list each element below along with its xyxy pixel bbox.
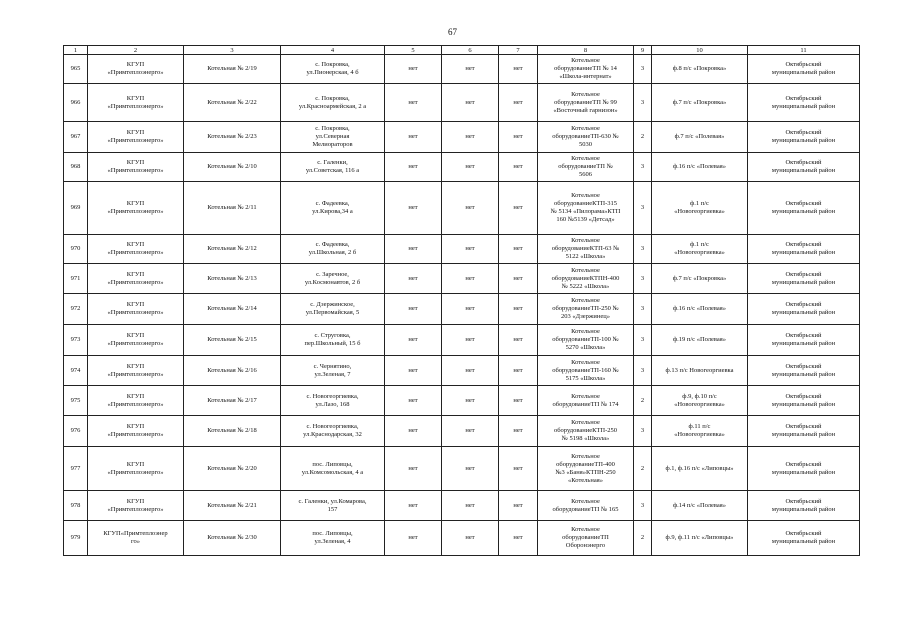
cell-category: 3	[634, 153, 652, 182]
header-cell-11: 11	[748, 46, 860, 55]
cell-col-6: нет	[442, 325, 499, 356]
cell-col-7: нет	[499, 235, 538, 264]
cell-col-6: нет	[442, 294, 499, 325]
cell-col-6: нет	[442, 122, 499, 153]
cell-row-number: 971	[64, 264, 88, 294]
header-cell-2: 2	[88, 46, 184, 55]
cell-col-5: нет	[385, 264, 442, 294]
cell-col-5: нет	[385, 182, 442, 235]
cell-address: пос. Липовцы, ул.Зеленая, 4	[281, 521, 385, 556]
cell-equipment: Котельное оборудованиеТП № 165	[538, 491, 634, 521]
cell-row-number: 979	[64, 521, 88, 556]
cell-address: с. Покровка, ул.Красноармейская, 2 а	[281, 84, 385, 122]
cell-category: 3	[634, 182, 652, 235]
cell-category: 3	[634, 416, 652, 447]
cell-district: Октябрьский муниципальный район	[748, 416, 860, 447]
cell-row-number: 975	[64, 386, 88, 416]
cell-address: с. Чернятино, ул.Зеленая, 7	[281, 356, 385, 386]
cell-col-6: нет	[442, 153, 499, 182]
table-body	[64, 46, 860, 556]
table-row	[64, 356, 860, 386]
cell-col-7: нет	[499, 356, 538, 386]
cell-boiler-name: Котельная № 2/15	[184, 325, 281, 356]
cell-equipment: Котельное оборудованиеТП-100 № 5270 «Школа»	[538, 325, 634, 356]
cell-col-7: нет	[499, 447, 538, 491]
table-row	[64, 153, 860, 182]
cell-col-6: нет	[442, 416, 499, 447]
cell-category: 2	[634, 447, 652, 491]
cell-row-number: 976	[64, 416, 88, 447]
cell-district: Октябрьский муниципальный район	[748, 55, 860, 84]
cell-col-6: нет	[442, 235, 499, 264]
table-row	[64, 84, 860, 122]
cell-equipment: Котельное оборудованиеТП № 14 «Школа-интернат»	[538, 55, 634, 84]
cell-address: пос. Липовцы, ул.Комсомольская, 4 а	[281, 447, 385, 491]
cell-category: 2	[634, 521, 652, 556]
cell-equipment: Котельное оборудованиеТП № 174	[538, 386, 634, 416]
cell-feeder: ф.16 п/с «Полевая»	[652, 153, 748, 182]
cell-district: Октябрьский муниципальный район	[748, 325, 860, 356]
cell-col-5: нет	[385, 235, 442, 264]
cell-col-5: нет	[385, 356, 442, 386]
cell-operator: КГУП «Примтеплоэнерго»	[88, 153, 184, 182]
registry-table	[63, 45, 860, 556]
cell-address: с. Заречное, ул.Космонавтов, 2 б	[281, 264, 385, 294]
cell-feeder: ф.7 п/с «Покровка»	[652, 264, 748, 294]
cell-row-number: 973	[64, 325, 88, 356]
table-row	[64, 235, 860, 264]
cell-equipment: Котельное оборудованиеТП-160 № 5175 «Школа»	[538, 356, 634, 386]
cell-row-number: 968	[64, 153, 88, 182]
cell-boiler-name: Котельная № 2/12	[184, 235, 281, 264]
cell-feeder: ф.7 п/с «Покровка»	[652, 84, 748, 122]
cell-address: с. Фадеевка, ул.Школьная, 2 б	[281, 235, 385, 264]
cell-boiler-name: Котельная № 2/19	[184, 55, 281, 84]
cell-col-7: нет	[499, 264, 538, 294]
table-row	[64, 447, 860, 491]
cell-feeder: ф.19 п/с «Полевая»	[652, 325, 748, 356]
cell-col-5: нет	[385, 447, 442, 491]
cell-feeder: ф.9, ф.10 п/с «Новогеоргиевка»	[652, 386, 748, 416]
cell-district: Октябрьский муниципальный район	[748, 122, 860, 153]
cell-row-number: 970	[64, 235, 88, 264]
table-row	[64, 491, 860, 521]
cell-operator: КГУП «Примтеплоэнерго»	[88, 491, 184, 521]
cell-equipment: Котельное оборудованиеТП-630 № 5030	[538, 122, 634, 153]
cell-category: 3	[634, 235, 652, 264]
cell-equipment: Котельное оборудованиеКТП-250 № 5198 «Школа»	[538, 416, 634, 447]
page-number: 67	[448, 27, 457, 37]
cell-row-number: 977	[64, 447, 88, 491]
cell-boiler-name: Котельная № 2/17	[184, 386, 281, 416]
cell-col-5: нет	[385, 84, 442, 122]
cell-col-7: нет	[499, 182, 538, 235]
cell-col-7: нет	[499, 122, 538, 153]
cell-equipment: Котельное оборудованиеТП Оборонэнерго	[538, 521, 634, 556]
cell-operator: КГУП «Примтеплоэнерго»	[88, 294, 184, 325]
cell-col-5: нет	[385, 294, 442, 325]
table-row	[64, 416, 860, 447]
cell-boiler-name: Котельная № 2/11	[184, 182, 281, 235]
cell-boiler-name: Котельная № 2/23	[184, 122, 281, 153]
cell-feeder: ф.14 п/с «Полевая»	[652, 491, 748, 521]
cell-feeder: ф.8 п/с «Покровка»	[652, 55, 748, 84]
table-row	[64, 521, 860, 556]
cell-col-5: нет	[385, 416, 442, 447]
cell-address: с. Галенки, ул.Комарова, 157	[281, 491, 385, 521]
cell-category: 3	[634, 264, 652, 294]
cell-equipment: Котельное оборудованиеКТП-63 № 5122 «Школа»	[538, 235, 634, 264]
cell-boiler-name: Котельная № 2/22	[184, 84, 281, 122]
cell-row-number: 972	[64, 294, 88, 325]
cell-category: 3	[634, 55, 652, 84]
cell-address: с. Новогеоргиевка, ул.Краснодарская, 32	[281, 416, 385, 447]
cell-boiler-name: Котельная № 2/10	[184, 153, 281, 182]
cell-district: Октябрьский муниципальный район	[748, 447, 860, 491]
cell-operator: КГУП «Примтеплоэнерго»	[88, 264, 184, 294]
table-row	[64, 264, 860, 294]
cell-category: 2	[634, 122, 652, 153]
cell-col-6: нет	[442, 55, 499, 84]
cell-col-5: нет	[385, 521, 442, 556]
cell-col-7: нет	[499, 521, 538, 556]
header-row	[64, 46, 860, 55]
header-cell-9: 9	[634, 46, 652, 55]
cell-feeder: ф.7 п/с «Полевая»	[652, 122, 748, 153]
cell-address: с. Фадеевка, ул.Кирова,34 а	[281, 182, 385, 235]
cell-equipment: Котельное оборудованиеКТПН-400 № 5222 «Школа»	[538, 264, 634, 294]
header-cell-5: 5	[385, 46, 442, 55]
cell-col-7: нет	[499, 84, 538, 122]
cell-operator: КГУП «Примтеплоэнерго»	[88, 55, 184, 84]
cell-col-5: нет	[385, 325, 442, 356]
cell-district: Октябрьский муниципальный район	[748, 235, 860, 264]
cell-district: Октябрьский муниципальный район	[748, 386, 860, 416]
cell-district: Октябрьский муниципальный район	[748, 491, 860, 521]
cell-address: с. Галенки, ул.Советская, 116 а	[281, 153, 385, 182]
cell-operator: КГУП «Примтеплоэнерго»	[88, 235, 184, 264]
cell-boiler-name: Котельная № 2/16	[184, 356, 281, 386]
cell-operator: КГУП «Примтеплоэнерго»	[88, 356, 184, 386]
cell-boiler-name: Котельная № 2/14	[184, 294, 281, 325]
table-row	[64, 386, 860, 416]
cell-address: с. Дзержинское, ул.Первомайская, 5	[281, 294, 385, 325]
cell-col-7: нет	[499, 325, 538, 356]
cell-district: Октябрьский муниципальный район	[748, 182, 860, 235]
cell-col-6: нет	[442, 84, 499, 122]
cell-category: 3	[634, 491, 652, 521]
header-cell-3: 3	[184, 46, 281, 55]
header-cell-4: 4	[281, 46, 385, 55]
cell-equipment: Котельное оборудованиеТП № 99 «Восточный гарнизон»	[538, 84, 634, 122]
cell-feeder: ф.1 п/с «Новогеоргиевка»	[652, 235, 748, 264]
header-cell-6: 6	[442, 46, 499, 55]
cell-feeder: ф.9, ф.11 п/с «Липовцы»	[652, 521, 748, 556]
header-cell-7: 7	[499, 46, 538, 55]
cell-col-6: нет	[442, 521, 499, 556]
cell-col-6: нет	[442, 356, 499, 386]
cell-category: 3	[634, 325, 652, 356]
cell-col-6: нет	[442, 491, 499, 521]
cell-feeder: ф.11 п/с «Новогеоргиевка»	[652, 416, 748, 447]
cell-boiler-name: Котельная № 2/18	[184, 416, 281, 447]
cell-boiler-name: Котельная № 2/30	[184, 521, 281, 556]
cell-address: с. Новогеоргиевка, ул.Лазо, 168	[281, 386, 385, 416]
cell-equipment: Котельное оборудованиеКТП-315 № 5134 «Пилорама»КТП 160 №5139 «Детсад»	[538, 182, 634, 235]
cell-equipment: Котельное оборудованиеТП-250 № 203 «Дзержинец»	[538, 294, 634, 325]
cell-col-5: нет	[385, 491, 442, 521]
cell-district: Октябрьский муниципальный район	[748, 264, 860, 294]
cell-col-5: нет	[385, 55, 442, 84]
cell-category: 3	[634, 294, 652, 325]
cell-col-7: нет	[499, 153, 538, 182]
cell-operator: КГУП «Примтеплоэнерго»	[88, 84, 184, 122]
cell-feeder: ф.1, ф.16 п/с «Липовцы»	[652, 447, 748, 491]
table-row	[64, 182, 860, 235]
cell-operator: КГУП «Примтеплоэнерго»	[88, 182, 184, 235]
cell-district: Октябрьский муниципальный район	[748, 356, 860, 386]
cell-col-7: нет	[499, 491, 538, 521]
cell-boiler-name: Котельная № 2/20	[184, 447, 281, 491]
cell-operator: КГУП «Примтеплоэнерго»	[88, 325, 184, 356]
table-row	[64, 55, 860, 84]
cell-address: с. Покровка, ул.Пионерская, 4 б	[281, 55, 385, 84]
cell-category: 2	[634, 386, 652, 416]
cell-row-number: 967	[64, 122, 88, 153]
cell-district: Октябрьский муниципальный район	[748, 521, 860, 556]
cell-operator: КГУП«Примтеплоэнер го»	[88, 521, 184, 556]
header-cell-8: 8	[538, 46, 634, 55]
cell-row-number: 965	[64, 55, 88, 84]
cell-col-6: нет	[442, 386, 499, 416]
cell-row-number: 978	[64, 491, 88, 521]
cell-feeder: ф.1 п/с «Новогеоргиевка»	[652, 182, 748, 235]
cell-equipment: Котельное оборудованиеТП № 5606	[538, 153, 634, 182]
cell-row-number: 969	[64, 182, 88, 235]
table-row	[64, 294, 860, 325]
cell-category: 3	[634, 84, 652, 122]
cell-col-6: нет	[442, 447, 499, 491]
header-cell-10: 10	[652, 46, 748, 55]
cell-col-6: нет	[442, 182, 499, 235]
header-cell-1: 1	[64, 46, 88, 55]
cell-address: с. Струговка, пер.Школьный, 15 б	[281, 325, 385, 356]
cell-row-number: 966	[64, 84, 88, 122]
table-row	[64, 122, 860, 153]
cell-feeder: ф.16 п/с «Полевая»	[652, 294, 748, 325]
cell-col-7: нет	[499, 55, 538, 84]
cell-district: Октябрьский муниципальный район	[748, 294, 860, 325]
cell-row-number: 974	[64, 356, 88, 386]
cell-boiler-name: Котельная № 2/21	[184, 491, 281, 521]
cell-col-7: нет	[499, 294, 538, 325]
cell-operator: КГУП «Примтеплоэнерго»	[88, 447, 184, 491]
cell-category: 3	[634, 356, 652, 386]
cell-feeder: ф.13 п/с Новогеоргиевка	[652, 356, 748, 386]
cell-col-5: нет	[385, 122, 442, 153]
table-row	[64, 325, 860, 356]
cell-col-5: нет	[385, 153, 442, 182]
cell-operator: КГУП «Примтеплоэнерго»	[88, 122, 184, 153]
cell-district: Октябрьский муниципальный район	[748, 153, 860, 182]
cell-col-5: нет	[385, 386, 442, 416]
cell-address: с. Покровка, ул.Северная Мелиораторов	[281, 122, 385, 153]
cell-operator: КГУП «Примтеплоэнерго»	[88, 416, 184, 447]
cell-boiler-name: Котельная № 2/13	[184, 264, 281, 294]
cell-col-6: нет	[442, 264, 499, 294]
cell-operator: КГУП «Примтеплоэнерго»	[88, 386, 184, 416]
cell-col-7: нет	[499, 416, 538, 447]
cell-district: Октябрьский муниципальный район	[748, 84, 860, 122]
cell-col-7: нет	[499, 386, 538, 416]
cell-equipment: Котельное оборудованиеТП-400 №3 «Баня»КТПН-250 «Котельная»	[538, 447, 634, 491]
